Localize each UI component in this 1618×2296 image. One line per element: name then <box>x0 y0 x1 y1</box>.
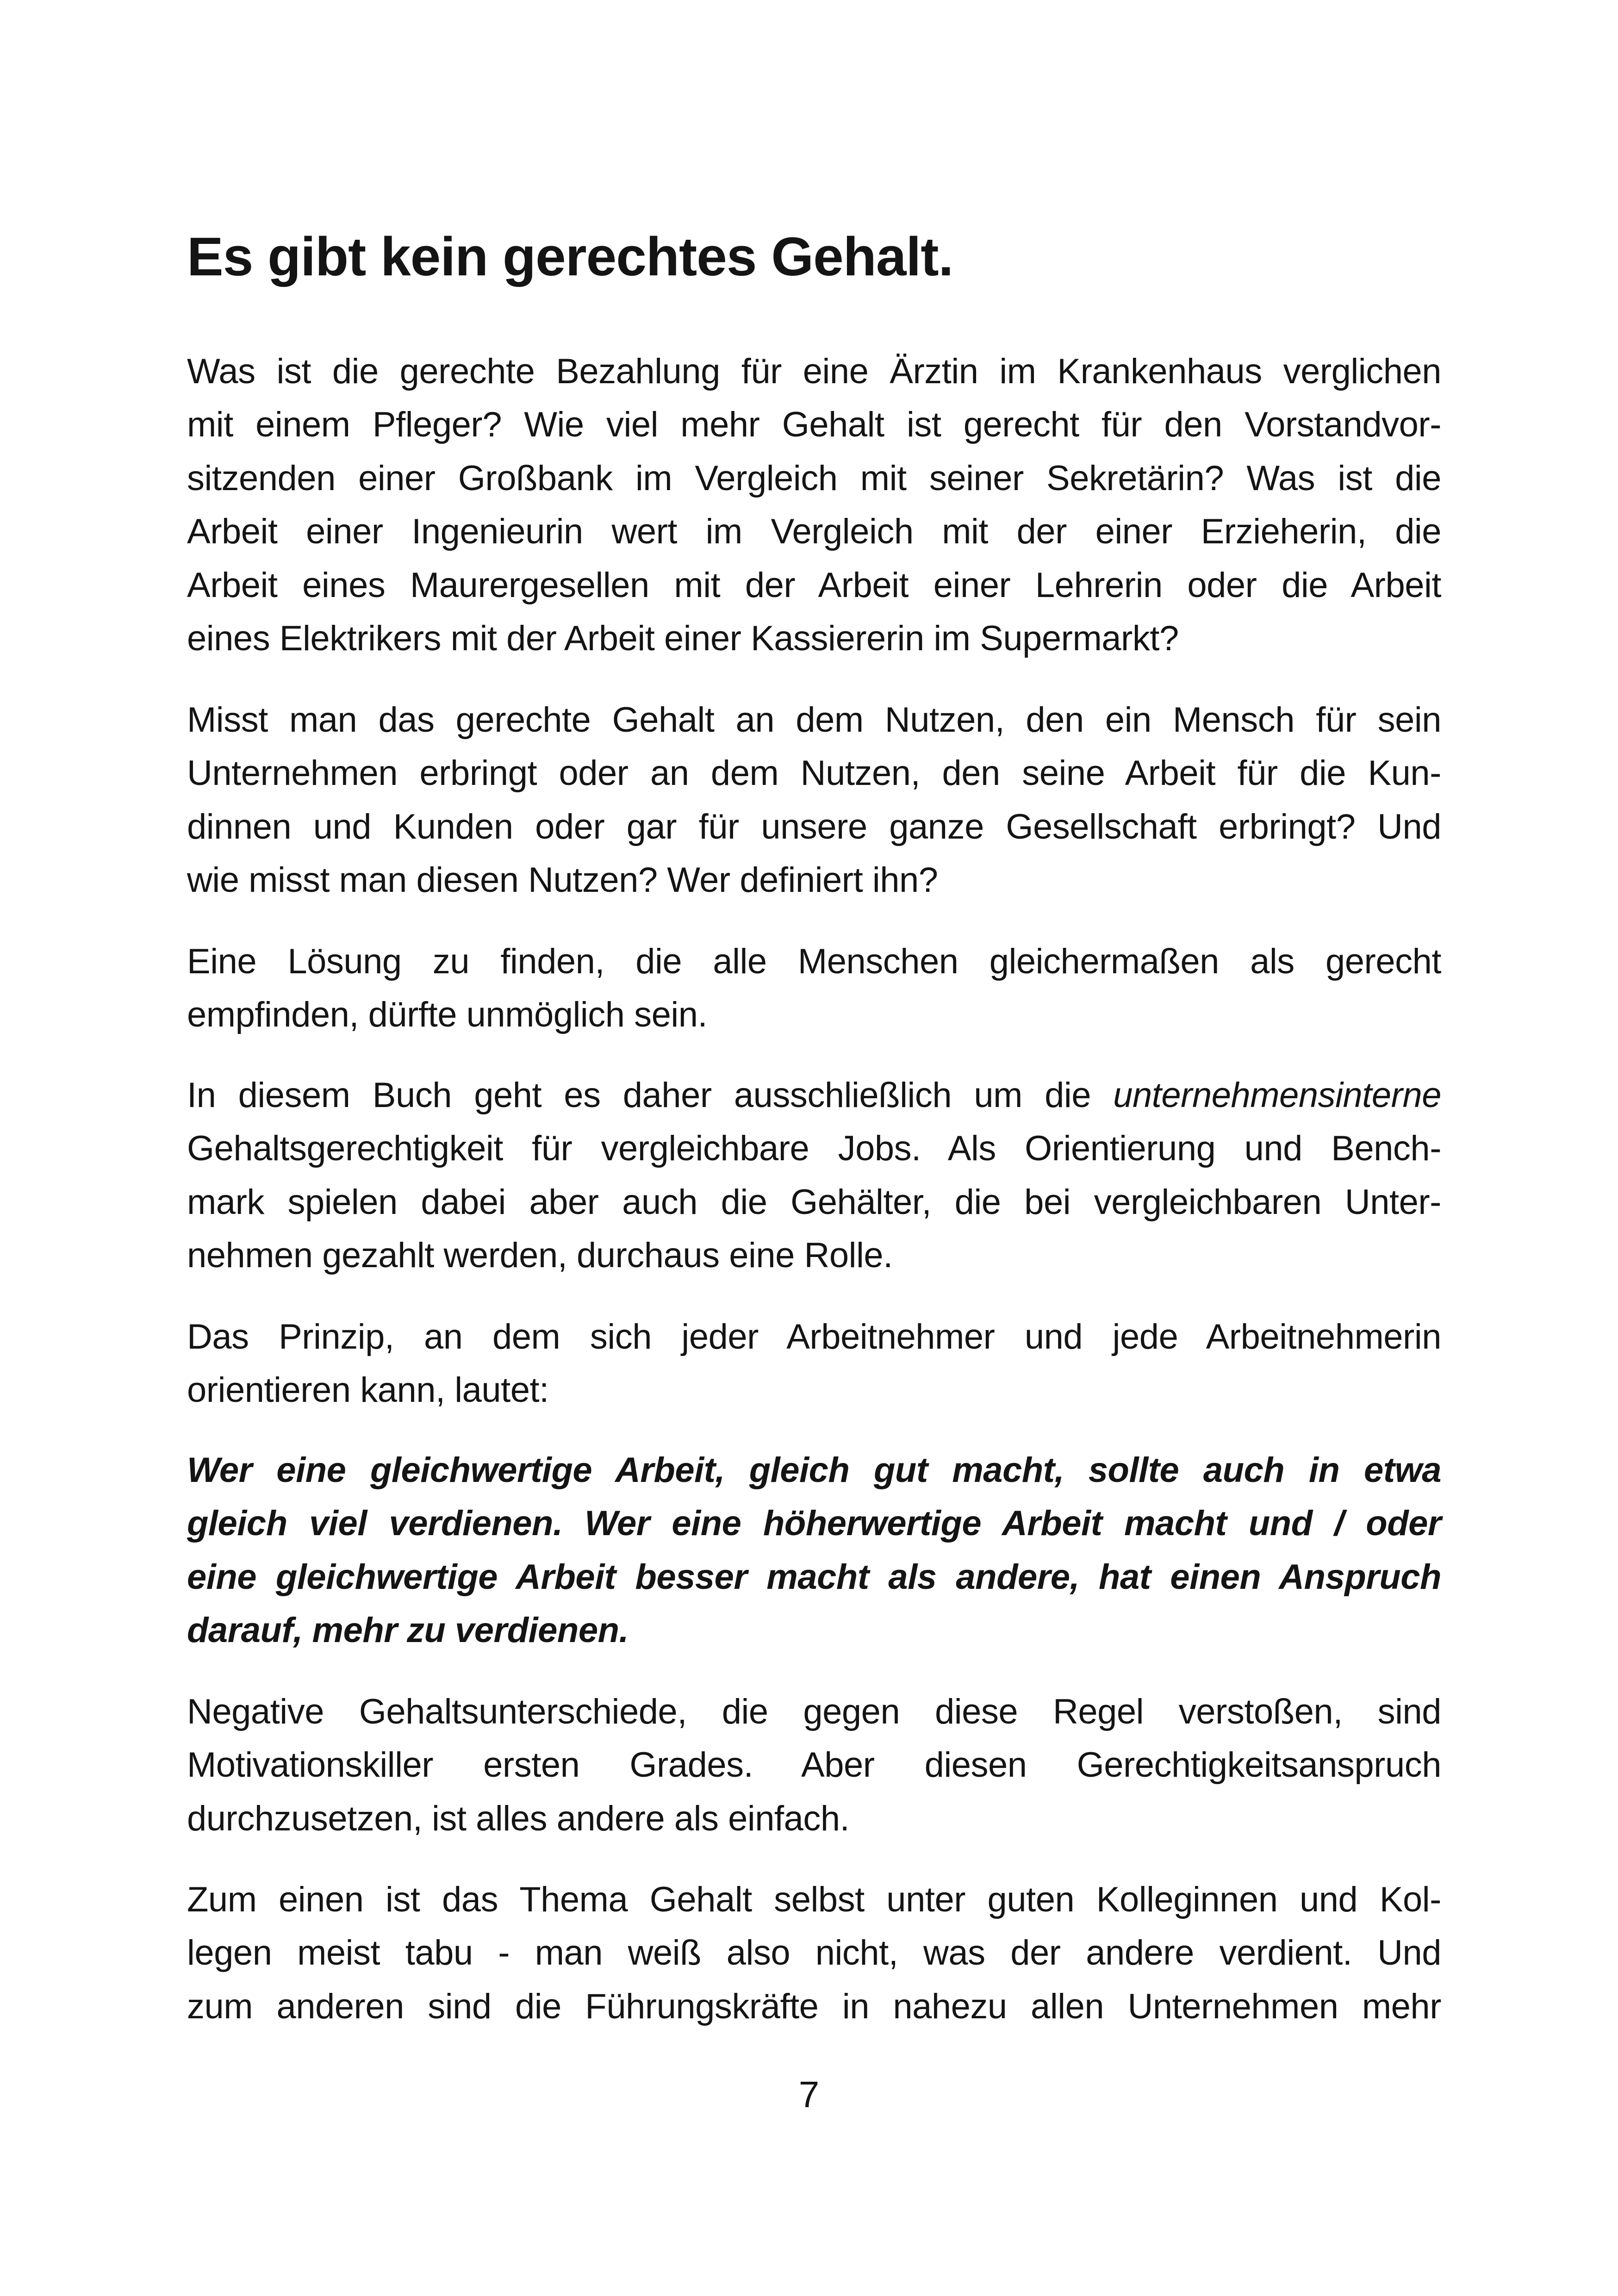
paragraph <box>187 935 1441 1042</box>
text-line: mit einem Pfleger? Wie viel mehr Gehalt ist gerecht für den Vorstandvor- <box>187 405 1441 445</box>
principle-statement <box>187 1444 1441 1657</box>
text-line: Gehaltsgerechtigkeit für vergleichbare Jobs. Als Orientierung und Bench- <box>187 1129 1441 1169</box>
text-line: durchzusetzen, ist alles andere als einfach. <box>187 1798 850 1838</box>
text-line: Negative Gehaltsunterschiede, die gegen diese Regel verstoßen, sind <box>187 1692 1441 1731</box>
text-line: Was ist die gerechte Bezahlung für eine Ärztin im Krankenhaus verglichen <box>187 352 1441 391</box>
paragraph <box>187 1310 1441 1417</box>
text-line: sitzenden einer Großbank im Vergleich mit seiner Sekretärin? Was ist die <box>187 458 1441 498</box>
paragraph <box>187 693 1441 907</box>
text-line: legen meist tabu - man weiß also nicht, was der andere verdient. Und <box>187 1933 1441 1973</box>
text-line <box>187 1069 1441 1122</box>
chapter-title: Es gibt kein gerechtes Gehalt. <box>187 226 953 287</box>
text-line: dinnen und Kunden oder gar für unsere ganze Gesellschaft erbringt? Und <box>187 807 1441 846</box>
text-line: Wer eine gleichwertige Arbeit, gleich gut macht, sollte auch in etwa <box>187 1450 1441 1490</box>
text-line: eine gleichwertige Arbeit besser macht als andere, hat einen Anspruch <box>187 1557 1441 1597</box>
paragraph <box>187 345 1441 665</box>
text-run: In diesem Buch geht es daher ausschließlich um die <box>187 1076 1114 1115</box>
text-line: empfinden, dürfte unmöglich sein. <box>187 995 708 1035</box>
text-line: Motivationskiller ersten Grades. Aber diesen Gerechtigkeitsanspruch <box>187 1745 1441 1785</box>
paragraph <box>187 1069 1441 1282</box>
page-number: 7 <box>798 2074 820 2115</box>
text-line: Das Prinzip, an dem sich jeder Arbeitnehmer und jede Arbeitnehmerin <box>187 1317 1441 1356</box>
text-line: Eine Lösung zu finden, die alle Menschen gleichermaßen als gerecht <box>187 942 1441 981</box>
text-line: Arbeit eines Maurergesellen mit der Arbeit einer Lehrerin oder die Arbeit <box>187 565 1441 605</box>
text-line: Zum einen ist das Thema Gehalt selbst unter guten Kolleginnen und Kol- <box>187 1880 1441 1919</box>
text-line: Arbeit einer Ingenieurin wert im Vergleich mit der einer Erzieherin, die <box>187 512 1441 552</box>
emphasized-term: unternehmensinterne <box>1113 1076 1441 1115</box>
text-line: orientieren kann, lautet: <box>187 1370 549 1410</box>
paragraph <box>187 1685 1441 1845</box>
paragraph <box>187 1873 1441 2033</box>
text-line: gleich viel verdienen. Wer eine höherwertige Arbeit macht und / oder <box>187 1504 1441 1543</box>
text-line: wie misst man diesen Nutzen? Wer definiert ihn? <box>187 860 938 900</box>
text-line: zum anderen sind die Führungskräfte in nahezu allen Unternehmen mehr <box>187 1986 1441 2026</box>
text-line: Misst man das gerechte Gehalt an dem Nutzen, den ein Mensch für sein <box>187 700 1441 740</box>
text-line: Unternehmen erbringt oder an dem Nutzen, den seine Arbeit für die Kun- <box>187 753 1441 793</box>
text-line: darauf, mehr zu verdienen. <box>187 1611 629 1650</box>
text-line: mark spielen dabei aber auch die Gehälter, die bei vergleichbaren Unter- <box>187 1182 1441 1222</box>
text-line: nehmen gezahlt werden, durchaus eine Rolle. <box>187 1236 893 1276</box>
text-line: eines Elektrikers mit der Arbeit einer Kassiererin im Supermarkt? <box>187 618 1179 658</box>
